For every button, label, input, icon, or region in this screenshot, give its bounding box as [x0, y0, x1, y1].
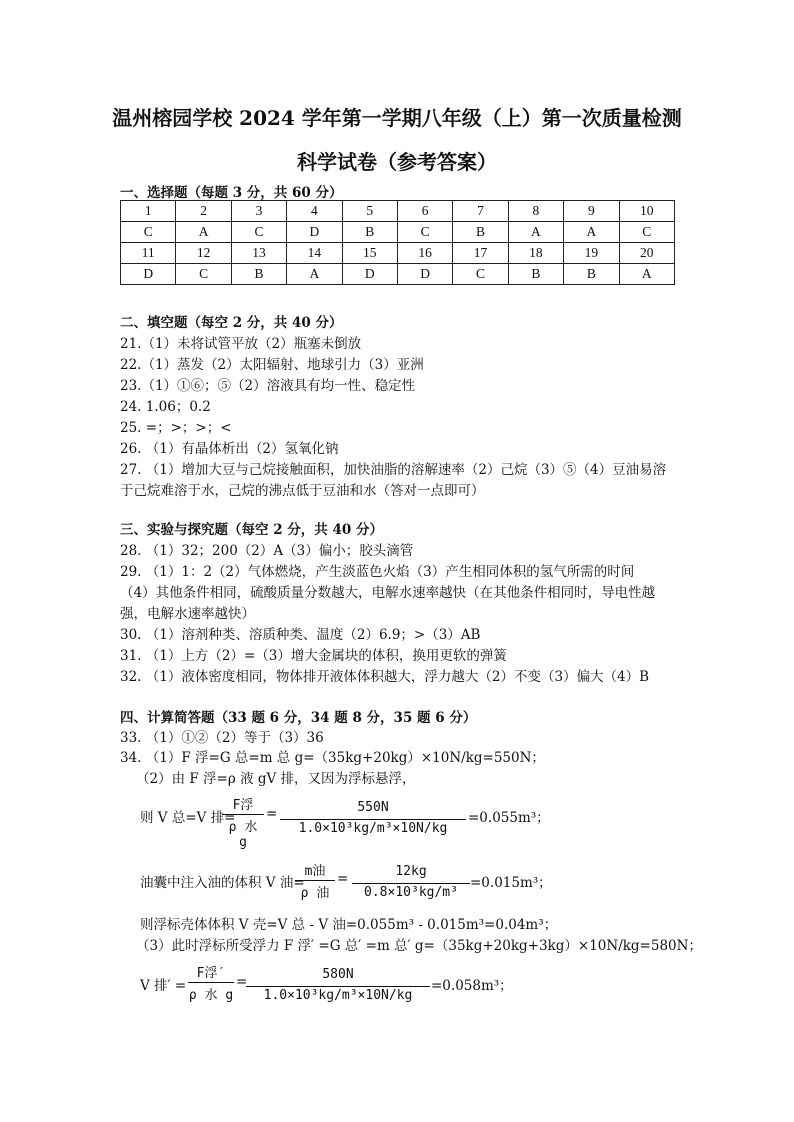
table-cell: 15: [342, 243, 397, 264]
table-cell: C: [397, 222, 452, 243]
answer-line: 30. （1）溶剂种类、溶质种类、温度（2）6.9；>（3）AB: [120, 627, 481, 643]
answer-line: （2）由 F 浮=ρ 液 gV 排，又因为浮标悬浮，: [136, 771, 416, 787]
equation-result: =0.058m³；: [431, 978, 513, 994]
table-cell: D: [121, 264, 176, 285]
table-cell: C: [231, 222, 286, 243]
page-subtitle: 科学试卷（参考答案）: [297, 150, 497, 174]
fraction-numerator: m油: [304, 864, 326, 879]
table-cell: 11: [121, 243, 176, 264]
table-cell: 14: [287, 243, 342, 264]
table-cell: D: [287, 222, 342, 243]
fraction-numeric: [280, 800, 466, 840]
fraction-symbolic: [222, 794, 264, 850]
table-cell: 1: [121, 201, 176, 222]
table-cell: 7: [453, 201, 508, 222]
table-row-numbers: [121, 243, 675, 264]
fraction-bar: [352, 883, 470, 884]
fraction-numeric: [246, 967, 430, 1007]
equals-sign: =: [337, 871, 349, 887]
fraction-symbolic: [295, 860, 335, 904]
answer-line: （4）其他条件相同，硫酸质量分数越大，电解水速率越快（在其他条件相同时，导电性越: [120, 585, 656, 601]
table-cell: 13: [231, 243, 286, 264]
table-cell: 5: [342, 201, 397, 222]
answer-line: 28. （1）32；200（2）A（3）偏小；胶头滴管: [120, 543, 414, 559]
fraction-bar: [246, 986, 430, 987]
equals-sign: =: [236, 974, 248, 990]
answer-line: 强，电解水速率越快）: [120, 606, 255, 622]
table-row-answers: [121, 264, 675, 285]
fraction-denominator: ρ 水 g: [188, 988, 234, 1003]
equation-prefix: V 排′ =: [140, 978, 187, 994]
fraction-numerator: 12kg: [395, 864, 427, 879]
table-cell: C: [453, 264, 508, 285]
table-cell: C: [121, 222, 176, 243]
table-cell: 17: [453, 243, 508, 264]
answer-line: 23.（1）①⑥；⑤（2）溶液具有均一性、稳定性: [120, 378, 416, 394]
fraction-symbolic: [188, 962, 234, 1006]
answer-line: 29. （1）1：2（2）气体燃烧，产生淡蓝色火焰（3）产生相同体积的氢气所需的时间: [120, 564, 635, 580]
answer-line: 26. （1）有晶体析出（2）氢氧化钠: [120, 441, 339, 457]
fraction-numerator: F浮: [232, 798, 254, 813]
fraction-denominator: ρ 水 g: [228, 820, 258, 850]
table-cell: A: [287, 264, 342, 285]
table-cell: 12: [176, 243, 231, 264]
equation-prefix: 油囊中注入油的体积 V 油=: [140, 875, 305, 891]
equation-result: =0.015m³；: [470, 875, 552, 891]
table-cell: A: [619, 264, 674, 285]
fraction-numerator: 550N: [357, 800, 389, 815]
table-cell: 2: [176, 201, 231, 222]
fraction-denominator: 0.8×10³kg/m³: [364, 885, 458, 900]
section-heading-experiment: 三、实验与探究题（每空 2 分，共 40 分）: [120, 522, 383, 538]
equation-prefix: 则 V 总=V 排=: [140, 810, 236, 826]
answer-line: 34. （1）F 浮=G 总=m 总 g=（35kg+20kg）×10N/kg=550N；: [120, 750, 545, 766]
answer-line: 27. （1）增加大豆与己烷接触面积，加快油脂的溶解速率（2）己烷（3）⑤（4）豆油易溶: [120, 462, 667, 478]
table-cell: 8: [508, 201, 563, 222]
equation-result: =0.055m³；: [468, 810, 550, 826]
fraction-denominator: 1.0×10³kg/m³×10N/kg: [263, 988, 413, 1003]
section-heading-choice: 一、选择题（每题 3 分，共 60 分）: [120, 185, 343, 201]
table-cell: 18: [508, 243, 563, 264]
fraction-bar: [188, 982, 234, 983]
table-cell: 9: [564, 201, 619, 222]
table-cell: B: [453, 222, 508, 243]
answer-line: 32. （1）液体密度相同，物体排开液体体积越大，浮力越大（2）不变（3）偏大（4）B: [120, 669, 650, 685]
answer-line: 33. （1）①②（2）等于（3）36: [120, 730, 324, 746]
section-heading-fill: 二、填空题（每空 2 分，共 40 分）: [120, 315, 343, 331]
table-cell: A: [508, 222, 563, 243]
answer-line: 则浮标壳体体积 V 壳=V 总 - V 油=0.055m³ - 0.015m³=0.04m³；: [140, 917, 558, 933]
table-cell: B: [231, 264, 286, 285]
table-row-answers: [121, 222, 675, 243]
table-cell: D: [342, 264, 397, 285]
table-row-numbers: [121, 201, 675, 222]
table-cell: B: [564, 264, 619, 285]
page-title: 温州榕园学校 2024 学年第一学期八年级（上）第一次质量检测: [112, 106, 682, 130]
equals-sign: =: [266, 806, 278, 822]
answer-line: 25. =；>；>；<: [120, 420, 232, 436]
fraction-bar: [280, 819, 466, 820]
answer-line: 31. （1）上方（2）=（3）增大金属块的体积，换用更软的弹簧: [120, 648, 507, 664]
table-cell: 3: [231, 201, 286, 222]
fraction-denominator: 1.0×10³kg/m³×10N/kg: [298, 821, 448, 836]
fraction-numeric: [352, 864, 470, 904]
table-cell: C: [176, 264, 231, 285]
fraction-bar: [295, 880, 335, 881]
table-cell: 10: [619, 201, 674, 222]
table-cell: 6: [397, 201, 452, 222]
table-cell: B: [342, 222, 397, 243]
table-cell: 16: [397, 243, 452, 264]
answer-table: [120, 200, 675, 285]
answer-line: 24. 1.06；0.2: [120, 399, 211, 415]
table-cell: A: [564, 222, 619, 243]
fraction-numerator: F浮′: [196, 966, 226, 981]
fraction-numerator: 580N: [322, 967, 354, 982]
answer-line: 于己烷难溶于水，己烷的沸点低于豆油和水（答对一点即可）: [120, 483, 485, 499]
fraction-denominator: ρ 油: [300, 886, 330, 901]
answer-line: （3）此时浮标所受浮力 F 浮′ =G 总′ =m 总′ g=（35kg+20kg+3kg）×10N/kg=580N；: [136, 938, 702, 954]
table-cell: A: [176, 222, 231, 243]
fraction-bar: [222, 814, 264, 815]
answer-line: 21.（1）未将试管平放（2）瓶塞未倒放: [120, 336, 362, 352]
table-cell: B: [508, 264, 563, 285]
table-cell: 19: [564, 243, 619, 264]
table-cell: 20: [619, 243, 674, 264]
section-heading-calc: 四、计算简答题（33 题 6 分，34 题 8 分，35 题 6 分）: [120, 710, 477, 726]
table-cell: D: [397, 264, 452, 285]
answer-line: 22.（1）蒸发（2）太阳辐射、地球引力（3）亚洲: [120, 357, 424, 373]
table-cell: 4: [287, 201, 342, 222]
table-cell: C: [619, 222, 674, 243]
